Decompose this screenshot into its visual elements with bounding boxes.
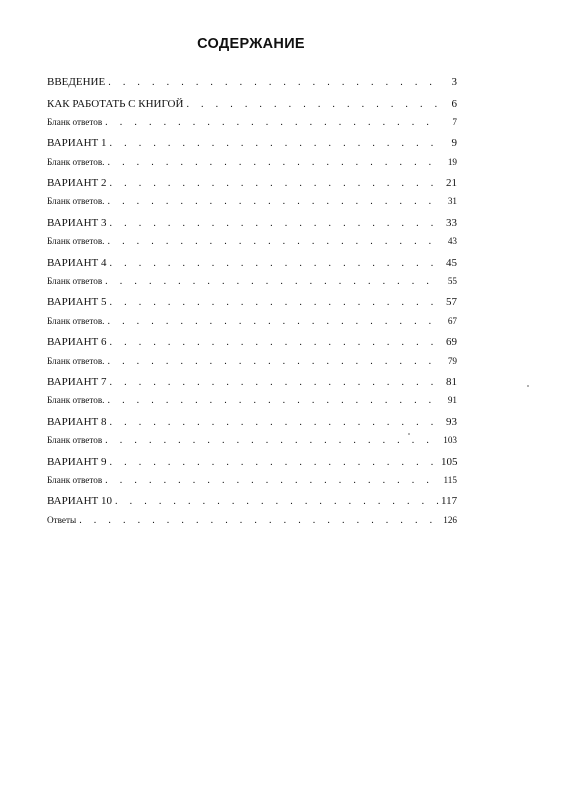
- toc-entry-label: ВАРИАНТ 9: [47, 455, 107, 468]
- toc-entry-label: Бланк ответов.: [47, 236, 105, 247]
- toc-entry-label: Ответы: [47, 514, 77, 525]
- toc-section-row: [47, 457, 457, 468]
- toc-subsection-row: [47, 516, 457, 526]
- scan-speck: [408, 433, 410, 435]
- dot-leader: [110, 378, 439, 388]
- toc-entry-label: ВАРИАНТ 3: [47, 216, 107, 229]
- dot-leader: [107, 357, 439, 367]
- toc-subsection-row: [47, 396, 457, 406]
- dot-leader: [110, 418, 439, 428]
- toc-subsection-row: [47, 197, 457, 207]
- toc-subsection-row: [47, 357, 457, 367]
- toc-entry-label: Бланк ответов: [47, 474, 103, 485]
- dot-leader: [105, 436, 439, 446]
- toc-entry-label: ВВЕДЕНИЕ: [47, 76, 106, 88]
- toc-entry-label: ВАРИАНТ 8: [47, 415, 107, 428]
- dot-leader: [110, 219, 439, 229]
- toc-page-number: 33: [446, 216, 457, 229]
- toc-subsection-row: [47, 118, 457, 128]
- toc-page-number: 103: [443, 435, 457, 446]
- toc-entry-label: Бланк ответов.: [47, 156, 105, 167]
- toc-page-number: 57: [446, 296, 457, 309]
- dot-leader: [108, 78, 439, 88]
- toc-page-number: 21: [446, 177, 457, 190]
- dot-leader: [107, 396, 439, 406]
- toc-entry-label: Бланк ответов.: [47, 315, 105, 326]
- toc-section-row: [47, 178, 457, 189]
- toc-section-row: [47, 337, 457, 348]
- toc-subsection-row: [47, 277, 457, 287]
- toc-entry-label: Бланк ответов.: [47, 395, 105, 406]
- toc-section-row: [47, 496, 457, 507]
- toc-page-number: 115: [443, 474, 457, 485]
- toc-page-number: 105: [441, 455, 458, 468]
- toc-section-row: [47, 218, 457, 229]
- dot-leader: [105, 476, 439, 486]
- toc-entry-label: ВАРИАНТ 6: [47, 336, 107, 349]
- toc-entry-label: ВАРИАНТ 5: [47, 296, 107, 309]
- toc-page-number: 55: [447, 275, 457, 286]
- toc-entry-label: ВАРИАНТ 10: [47, 495, 113, 508]
- dot-leader: [110, 139, 439, 149]
- toc-entry-label: ВАРИАНТ 1: [47, 137, 107, 150]
- toc-subsection-row: [47, 237, 457, 247]
- toc-page-number: 19: [447, 156, 457, 167]
- toc-entry-label: Бланк ответов: [47, 435, 103, 446]
- toc-section-row: [47, 377, 457, 388]
- dot-leader: [105, 118, 439, 128]
- toc-entry-label: Бланк ответов.: [47, 196, 105, 207]
- toc-section-row: [47, 77, 457, 88]
- dot-leader: [115, 497, 439, 507]
- toc-section-row: [47, 297, 457, 308]
- toc-entry-label: ВАРИАНТ 2: [47, 177, 107, 190]
- toc-subsection-row: [47, 158, 457, 168]
- toc-page-number: 9: [451, 137, 457, 150]
- toc-entry-label: ВАРИАНТ 7: [47, 376, 107, 389]
- toc-subsection-row: [47, 436, 457, 446]
- dot-leader: [186, 100, 439, 110]
- toc-page-number: 3: [451, 76, 457, 88]
- table-of-contents: [47, 77, 457, 526]
- toc-page-number: 31: [447, 196, 457, 207]
- dot-leader: [110, 298, 439, 308]
- dot-leader: [107, 158, 439, 168]
- toc-page-number: 45: [446, 256, 457, 269]
- dot-leader: [110, 338, 439, 348]
- toc-page-number: 91: [447, 395, 457, 406]
- dot-leader: [110, 458, 439, 468]
- toc-entry-label: Бланк ответов: [47, 116, 103, 127]
- toc-page-number: 6: [451, 97, 457, 110]
- toc-entry-label: Бланк ответов.: [47, 355, 105, 366]
- scan-speck: [527, 385, 529, 387]
- dot-leader: [107, 317, 439, 327]
- dot-leader: [79, 516, 439, 526]
- toc-page-number: 81: [446, 376, 457, 389]
- toc-section-row: [47, 99, 457, 110]
- dot-leader: [107, 197, 439, 207]
- toc-page-number: 79: [447, 355, 457, 366]
- toc-section-row: [47, 138, 457, 149]
- dot-leader: [105, 277, 439, 287]
- page-title: СОДЕРЖАНИЕ: [197, 36, 305, 52]
- dot-leader: [110, 259, 439, 269]
- toc-entry-label: КАК РАБОТАТЬ С КНИГОЙ: [47, 97, 184, 110]
- toc-page-number: 69: [446, 336, 457, 349]
- toc-entry-label: Бланк ответов: [47, 275, 103, 286]
- toc-page-number: 117: [441, 495, 458, 508]
- toc-page-number: 43: [447, 236, 457, 247]
- dot-leader: [107, 237, 439, 247]
- toc-page-number: 126: [443, 514, 457, 525]
- dot-leader: [110, 179, 439, 189]
- toc-subsection-row: [47, 476, 457, 486]
- toc-page-number: 67: [447, 315, 457, 326]
- toc-page-number: 7: [452, 116, 457, 127]
- toc-page-number: 93: [446, 415, 457, 428]
- toc-entry-label: ВАРИАНТ 4: [47, 256, 107, 269]
- toc-section-row: [47, 417, 457, 428]
- toc-subsection-row: [47, 317, 457, 327]
- toc-section-row: [47, 258, 457, 269]
